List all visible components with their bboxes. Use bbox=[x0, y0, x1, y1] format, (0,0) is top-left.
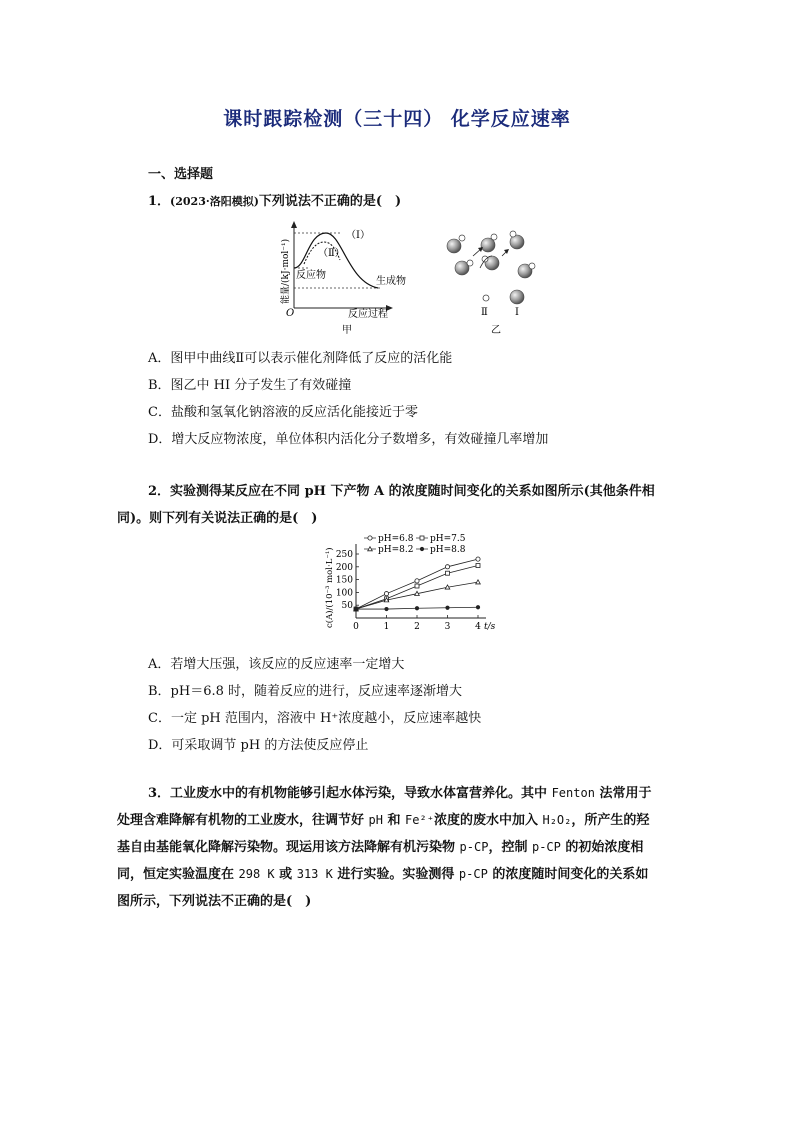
curve-2-label: （Ⅱ） bbox=[318, 248, 345, 259]
concentration-time-chart bbox=[320, 530, 510, 644]
y-tick-label: 100 bbox=[335, 588, 353, 599]
question-3-term: p-CP bbox=[459, 840, 489, 854]
question-1-option-b: B．图乙中 HI 分子发生了有效碰撞 bbox=[148, 378, 352, 393]
question-3-term: H₂O₂ bbox=[542, 813, 572, 827]
question-3-term: p-CP bbox=[531, 840, 561, 854]
question-3-text: 进行实验。实验测得 bbox=[332, 867, 459, 882]
legend-label: pH=6.8 bbox=[378, 534, 414, 544]
legend-marker bbox=[368, 536, 372, 540]
x-tick-label: 2 bbox=[414, 622, 420, 632]
data-point bbox=[445, 565, 449, 569]
energy-diagram bbox=[280, 220, 420, 340]
question-3-text: 法常用于 bbox=[594, 786, 652, 801]
legend-small-label: Ⅱ bbox=[481, 307, 488, 318]
question-3-text: 基自由基能氧化降解污染物。现运用该方法降解有机污染物 bbox=[117, 840, 460, 855]
question-3-term: 298 K bbox=[238, 867, 275, 881]
question-3-paragraph bbox=[117, 780, 687, 915]
x-axis-label: t/s bbox=[484, 622, 496, 632]
reactant-label: 反应物 bbox=[296, 270, 326, 281]
legend-label: pH=8.8 bbox=[430, 545, 466, 555]
figure-caption-jia: 甲 bbox=[342, 325, 352, 336]
question-3-text: 或 bbox=[274, 867, 297, 882]
x-tick-label: 4 bbox=[475, 622, 481, 632]
data-point bbox=[415, 584, 419, 588]
question-3-term: p-CP bbox=[458, 867, 488, 881]
question-3-line bbox=[117, 780, 687, 807]
legend-large-sphere bbox=[510, 290, 524, 304]
question-2-line-2: 同)。则下列有关说法正确的是( ) bbox=[117, 511, 318, 526]
question-2-option-d: D．可采取调节 pH 的方法使反应停止 bbox=[148, 738, 369, 753]
question-3-text: 图所示，下列说法不正确的是( ) bbox=[117, 894, 312, 909]
origin-label: O bbox=[286, 308, 295, 319]
legend-large-label: Ⅰ bbox=[515, 307, 519, 318]
question-3-line bbox=[117, 861, 687, 888]
question-3-term: pH bbox=[368, 813, 383, 827]
legend-marker bbox=[420, 547, 424, 551]
question-3-text: ，控制 bbox=[488, 840, 532, 855]
data-point bbox=[445, 606, 449, 610]
question-2-option-a: A．若增大压强，该反应的反应速率一定增大 bbox=[148, 657, 405, 672]
question-3-text: 和 bbox=[382, 813, 406, 828]
data-point bbox=[415, 606, 419, 610]
data-point bbox=[354, 607, 358, 611]
hi-molecule-3 bbox=[510, 231, 524, 249]
x-tick-label: 1 bbox=[383, 622, 390, 632]
data-point bbox=[476, 580, 481, 584]
data-point bbox=[446, 571, 450, 575]
question-2-line-1: 2．实验测得某反应在不同 pH 下产物 A 的浓度随时间变化的关系如图所示(其他条件相 bbox=[148, 484, 655, 499]
legend-label: pH=8.2 bbox=[378, 545, 414, 555]
section-heading: 一、选择题 bbox=[148, 167, 214, 182]
data-point bbox=[384, 592, 388, 596]
hi-molecule-4 bbox=[455, 260, 473, 275]
data-point bbox=[384, 607, 388, 611]
x-tick-label: 0 bbox=[353, 622, 359, 632]
curve-1-label: （Ⅰ） bbox=[346, 230, 370, 241]
question-3-term: Fe²⁺ bbox=[405, 813, 434, 827]
y-axis-arrow bbox=[291, 221, 297, 228]
question-3-line bbox=[117, 834, 687, 861]
hi-molecule-2 bbox=[481, 234, 497, 252]
y-axis-label: c(A)/(10⁻³ mol·L⁻¹) bbox=[325, 547, 335, 628]
question-3-term: Fenton bbox=[551, 786, 595, 800]
y-tick-label: 50 bbox=[341, 601, 353, 612]
data-point bbox=[476, 564, 480, 568]
page-title: 课时跟踪检测（三十四） 化学反应速率 bbox=[223, 108, 571, 130]
question-3-text: 处理含难降解有机物的工业废水，往调节好 bbox=[117, 813, 369, 828]
hi-molecule-1 bbox=[447, 235, 465, 253]
molecule-collision-diagram bbox=[440, 226, 550, 338]
x-axis-label: 反应过程 bbox=[348, 309, 388, 320]
question-3-text: 的浓度随时间变化的关系如 bbox=[487, 867, 649, 882]
question-2-option-c: C．一定 pH 范围内，溶液中 H⁺浓度越小，反应速率越快 bbox=[148, 711, 482, 726]
legend-marker bbox=[420, 536, 424, 540]
y-tick-label: 250 bbox=[335, 550, 353, 560]
question-3-text: ，所产生的羟 bbox=[571, 813, 650, 828]
y-tick-label: 150 bbox=[335, 575, 353, 586]
question-1-option-a: A．图甲中曲线Ⅱ可以表示催化剂降低了反应的活化能 bbox=[148, 351, 453, 366]
y-tick-label: 200 bbox=[335, 562, 353, 573]
product-label: 生成物 bbox=[376, 276, 406, 287]
question-3-line bbox=[117, 888, 687, 915]
data-point bbox=[476, 605, 480, 609]
question-3-text: 浓度的废水中加入 bbox=[433, 813, 543, 828]
question-1-number: 1． bbox=[148, 194, 171, 209]
data-point bbox=[476, 557, 480, 561]
figure-caption-yi: 乙 bbox=[491, 325, 501, 336]
y-axis-label: 能量/(kJ·mol⁻¹) bbox=[281, 238, 291, 304]
question-3-term: 313 K bbox=[296, 867, 333, 881]
question-1-stem bbox=[148, 190, 401, 209]
hi-molecule-5 bbox=[482, 256, 499, 270]
hi-molecule-6 bbox=[518, 263, 535, 278]
data-point bbox=[415, 579, 419, 583]
question-2-option-b: B．pH＝6.8 时，随着反应的进行，反应速率逐渐增大 bbox=[148, 684, 463, 699]
x-tick-label: 3 bbox=[444, 622, 451, 632]
question-1-option-d: D．增大反应物浓度，单位体积内活化分子数增多，有效碰撞几率增加 bbox=[148, 432, 549, 447]
question-3-text: 的初始浓度相 bbox=[560, 840, 644, 855]
question-3-text: 同，恒定实验温度在 bbox=[117, 867, 239, 882]
question-1-source: (2023·洛阳模拟) bbox=[170, 195, 259, 208]
question-3-line bbox=[117, 807, 687, 834]
legend-label: pH=7.5 bbox=[430, 534, 466, 544]
question-3-text: 3．工业废水中的有机物能够引起水体污染，导致水体富营养化。其中 bbox=[148, 786, 552, 801]
question-1-option-c: C．盐酸和氢氧化钠溶液的反应活化能接近于零 bbox=[148, 405, 418, 420]
legend-small-sphere bbox=[483, 295, 489, 301]
question-1-text: 下列说法不正确的是( ) bbox=[258, 194, 402, 209]
